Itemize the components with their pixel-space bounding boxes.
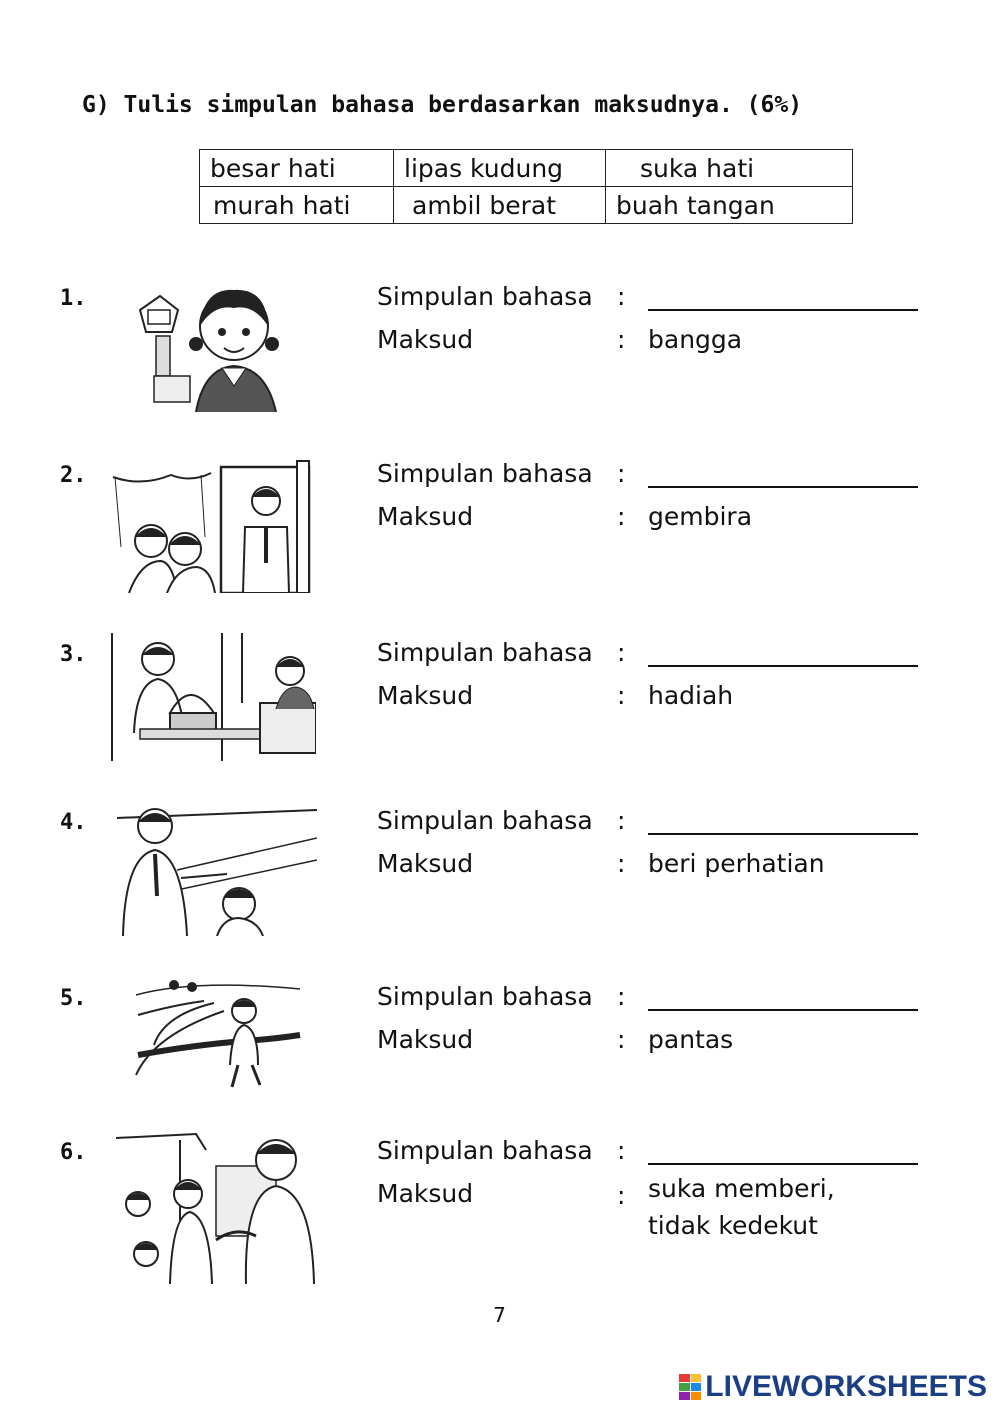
word-bank-cell: ambil berat bbox=[394, 187, 606, 224]
maksud-value: pantas bbox=[648, 1025, 734, 1054]
colon: : bbox=[617, 282, 626, 311]
colon: : bbox=[617, 1136, 626, 1165]
maksud-value: beri perhatian bbox=[648, 849, 825, 878]
word-bank-cell: besar hati bbox=[200, 150, 394, 187]
illustration-race-finish bbox=[134, 975, 302, 1093]
word-bank-table bbox=[199, 149, 853, 224]
maksud-label: Maksud bbox=[377, 502, 474, 531]
question-number: 3. bbox=[60, 642, 87, 667]
colon: : bbox=[617, 502, 626, 531]
colon: : bbox=[617, 325, 626, 354]
word-bank-row bbox=[200, 187, 853, 224]
colon: : bbox=[617, 982, 626, 1011]
question-1 bbox=[0, 280, 999, 440]
question-number: 4. bbox=[60, 810, 87, 835]
answer-blank-3[interactable] bbox=[648, 664, 918, 667]
question-number: 1. bbox=[60, 286, 87, 311]
simpulan-label: Simpulan bahasa bbox=[377, 1136, 593, 1165]
maksud-value: hadiah bbox=[648, 681, 734, 710]
maksud-label: Maksud bbox=[377, 325, 474, 354]
answer-blank-5[interactable] bbox=[648, 1008, 918, 1011]
liveworksheets-brand[interactable] bbox=[679, 1370, 987, 1404]
simpulan-label: Simpulan bahasa bbox=[377, 282, 593, 311]
colon: : bbox=[617, 806, 626, 835]
instruction-heading: G) Tulis simpulan bahasa berdasarkan maksudnya. (6%) bbox=[82, 92, 803, 118]
colon: : bbox=[617, 459, 626, 488]
illustration-children-greeting bbox=[111, 457, 323, 593]
illustration-girl-trophy bbox=[126, 280, 302, 414]
maksud-label: Maksud bbox=[377, 849, 474, 878]
maksud-value: bangga bbox=[648, 325, 743, 354]
simpulan-label: Simpulan bahasa bbox=[377, 806, 593, 835]
maksud-value: suka memberi, bbox=[648, 1174, 835, 1203]
illustration-hospital-visit bbox=[110, 633, 316, 761]
maksud-value-line2: tidak kedekut bbox=[648, 1211, 818, 1240]
answer-blank-4[interactable] bbox=[648, 832, 918, 835]
question-5 bbox=[0, 980, 999, 1140]
answer-blank-2[interactable] bbox=[648, 485, 918, 488]
word-bank-cell: suka hati bbox=[606, 150, 853, 187]
colon: : bbox=[617, 681, 626, 710]
simpulan-label: Simpulan bahasa bbox=[377, 982, 593, 1011]
question-number: 6. bbox=[60, 1140, 87, 1165]
liveworksheets-logo-icon bbox=[679, 1374, 701, 1400]
illustration-man-giving-children bbox=[116, 1130, 320, 1284]
simpulan-label: Simpulan bahasa bbox=[377, 638, 593, 667]
page-number: 7 bbox=[493, 1303, 506, 1327]
maksud-label: Maksud bbox=[377, 681, 474, 710]
question-number: 5. bbox=[60, 986, 87, 1011]
question-4 bbox=[0, 804, 999, 964]
question-3 bbox=[0, 636, 999, 796]
word-bank-cell: murah hati bbox=[200, 187, 394, 224]
answer-blank-6[interactable] bbox=[648, 1162, 918, 1165]
question-2 bbox=[0, 457, 999, 617]
word-bank-row bbox=[200, 150, 853, 187]
maksud-label: Maksud bbox=[377, 1179, 474, 1208]
word-bank-cell: lipas kudung bbox=[394, 150, 606, 187]
answer-blank-1[interactable] bbox=[648, 308, 918, 311]
illustration-teacher-student bbox=[117, 800, 317, 936]
simpulan-label: Simpulan bahasa bbox=[377, 459, 593, 488]
colon: : bbox=[617, 1025, 626, 1054]
brand-text: LIVEWORKSHEETS bbox=[705, 1370, 987, 1403]
colon: : bbox=[617, 638, 626, 667]
word-bank-cell: buah tangan bbox=[606, 187, 853, 224]
colon: : bbox=[617, 849, 626, 878]
maksud-label: Maksud bbox=[377, 1025, 474, 1054]
question-6 bbox=[0, 1134, 999, 1294]
colon: : bbox=[617, 1181, 626, 1210]
question-number: 2. bbox=[60, 463, 87, 488]
maksud-value: gembira bbox=[648, 502, 753, 531]
